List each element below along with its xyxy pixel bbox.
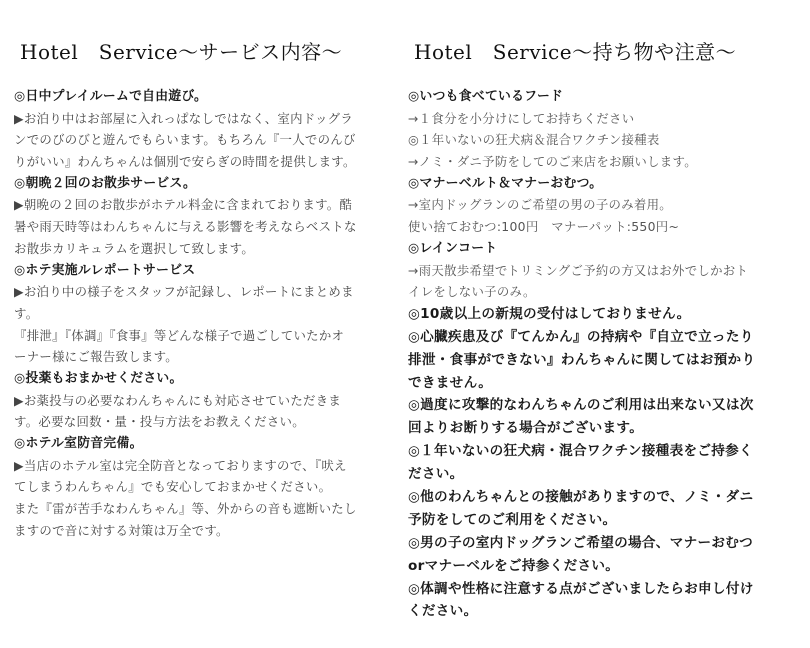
right-line-18: ◎他のわんちゃんとの接触がありますので、ノミ・ダニ — [408, 489, 754, 505]
left-line-3: りがいい』わんちゃんは個別で安らぎの時間を提供します。 — [14, 154, 356, 170]
left-line-10: す。 — [14, 305, 39, 321]
left-line-15: す。必要な回数・量・投与方法をお教えください。 — [14, 414, 305, 430]
left-line-20: ますので音に対する対策は万全です。 — [14, 522, 229, 538]
left-line-11: 『排泄』『体調』『食事』等どんな様子で過ごしていたかオ — [14, 327, 345, 343]
right-line-0: ◎いつも食べているフード — [408, 89, 564, 104]
right-line-8: →雨天散歩希望でトリミングご予約の方又はお外でしかおト — [408, 262, 749, 278]
left-column-title: Hotel Service～サービス内容～ — [20, 40, 343, 64]
right-line-21: orマナーベルをご持参ください。 — [408, 557, 620, 574]
right-line-7: ◎レインコート — [408, 240, 498, 256]
right-line-4: ◎マナーベルト＆マナーおむつ。 — [408, 175, 603, 191]
right-line-14: ◎過度に攻撃的なわんちゃんのご利用は出来ない又は次 — [408, 397, 754, 414]
left-line-7: お散歩カリキュラムを選択して致します。 — [14, 240, 255, 256]
right-line-13: できません。 — [408, 374, 493, 391]
right-line-3: →ノミ・ダニ予防をしてのご来店をお願いします。 — [408, 154, 697, 170]
left-line-4: ◎朝晩２回のお散歩サービス。 — [14, 175, 197, 191]
left-line-0: ◎日中プレイルームで自由遊び。 — [14, 89, 208, 104]
left-line-16: ◎ホテル室防音完備。 — [14, 436, 143, 451]
right-line-2: ◎１年いないの狂犬病＆混合ワクチン接種表 — [408, 132, 660, 148]
right-line-16: ◎１年いないの狂犬病・混合ワクチン接種表をご持参く — [408, 443, 753, 460]
right-line-15: 回よりお断りする場合がございます。 — [408, 420, 644, 437]
right-line-12: 排泄・食事ができない』わんちゃんに関してはお預かり — [408, 351, 756, 368]
right-line-17: ださい。 — [408, 466, 464, 483]
left-column-body — [14, 86, 398, 541]
right-line-9: イレをしない子のみ。 — [408, 284, 536, 300]
left-line-5: ▶朝晩の２回のお散歩がホテル料金に含まれております。酷 — [14, 197, 353, 213]
right-line-20: ◎男の子の室内ドッグランご希望の場合、マナーおむつ — [408, 534, 754, 551]
left-line-9: ▶お泊り中の様子をスタッフが記録し、レポートにまとめま — [14, 284, 354, 300]
right-column-title: Hotel Service～持ち物や注意～ — [414, 40, 737, 64]
left-line-8: ◎ホテ実施ルレポートサービス — [14, 262, 196, 278]
right-line-11: ◎心臓疾患及び『てんかん』の持病や『自立で立ったり — [408, 328, 754, 345]
left-line-12: ーナー様にご報告致します。 — [14, 349, 178, 365]
left-line-13: ◎投薬もおまかせください。 — [14, 370, 183, 386]
right-line-6: 使い捨ておむつ:100円 マナーパット:550円~ — [408, 219, 680, 235]
right-line-5: →室内ドッグランのご希望の男の子のみ着用。 — [408, 197, 672, 213]
right-line-22: ◎体調や性格に注意する点がございましたらお申し付け — [408, 580, 754, 597]
left-line-1: ▶お泊り中はお部屋に入れっぱなしではなく、室内ドッグラ — [14, 110, 354, 126]
left-line-18: てしまうわんちゃん』でも安心しておまかせください。 — [14, 479, 332, 495]
left-line-14: ▶お薬投与の必要なわんちゃんにも対応させていただきま — [14, 392, 342, 408]
left-line-6: 暑や雨天時等はわんちゃんに与える影響を考えならベストな — [14, 219, 357, 235]
right-line-23: ください。 — [408, 603, 478, 620]
right-line-19: 予防をしてのご利用をください。 — [408, 511, 617, 528]
right-line-1: →１食分を小分けにしてお持ちください — [408, 110, 635, 126]
right-column-body — [408, 86, 800, 623]
left-line-17: ▶当店のホテル室は完全防音となっておりますので、『吠え — [14, 457, 347, 473]
right-line-10: ◎10歳以上の新規の受付はしておりません。 — [408, 305, 691, 322]
left-line-19: また『雷が苦手なわんちゃん』等、外からの音も遮断いたし — [14, 501, 357, 517]
left-line-2: ンでのびのびと遊んでもらいます。もちろん『一人でのんび — [14, 132, 356, 148]
